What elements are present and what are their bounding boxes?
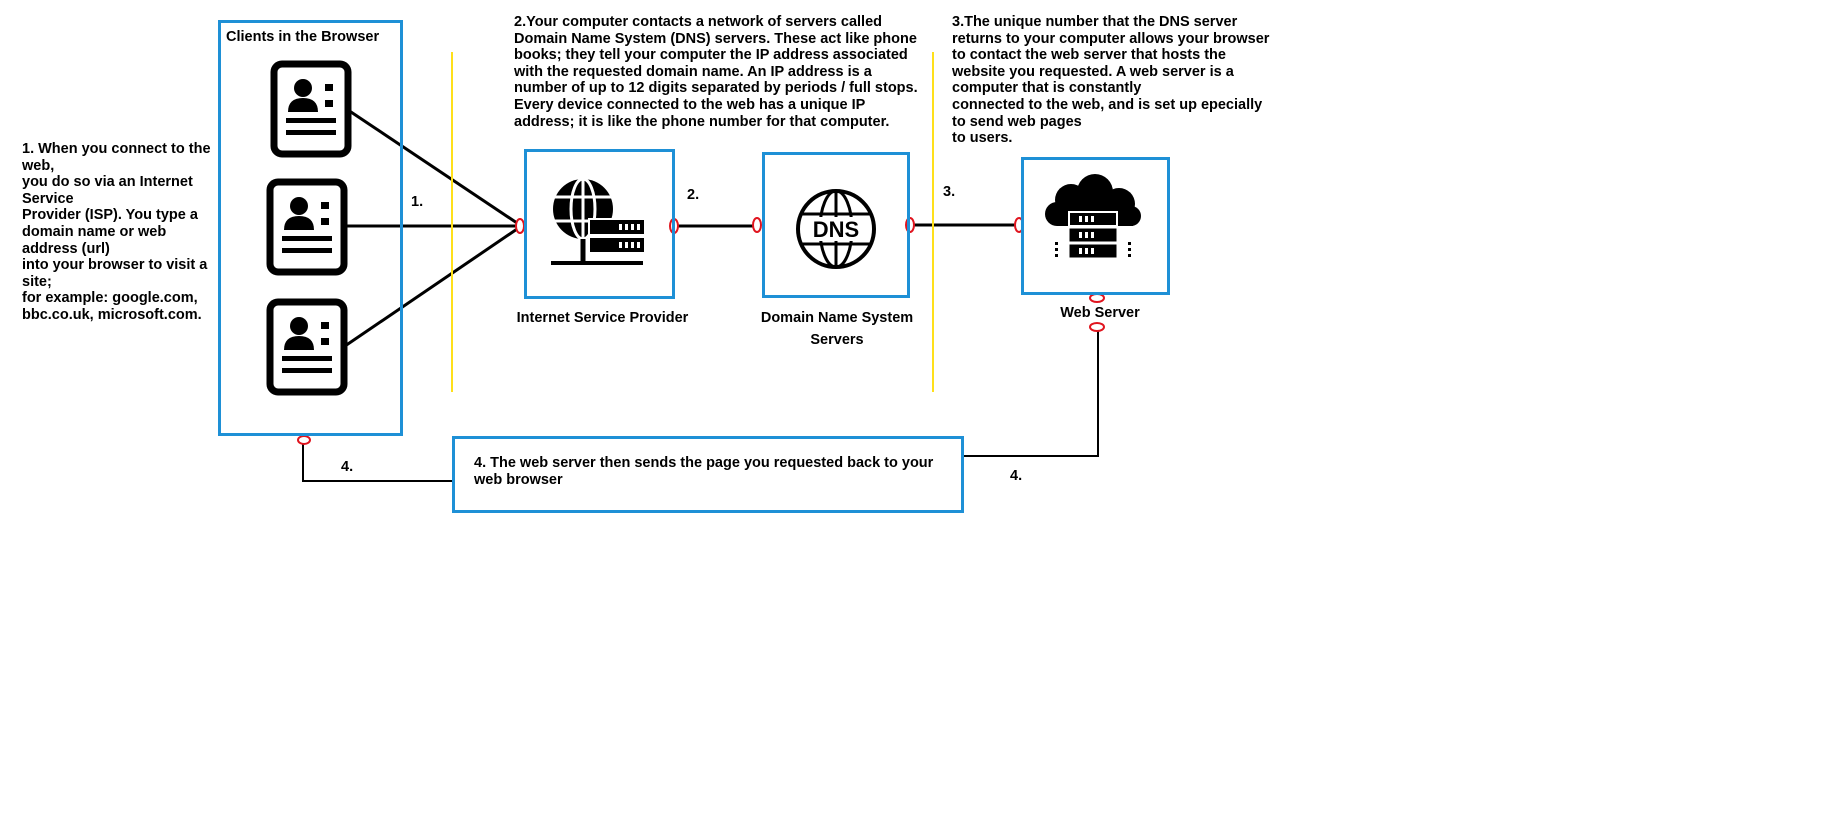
webserver-label: Web Server	[1060, 305, 1140, 321]
line-return-browser	[303, 441, 452, 481]
connector-webserver-top	[1090, 294, 1104, 302]
client-contact-icon-1	[270, 60, 352, 158]
step3-description: 3.The unique number that the DNS server returns to your computer allows your browser to contact the web server that hosts the website you requested. A web server is a computer that is constantly connected to the web, and is set up epecially to send web pages to users.	[952, 14, 1270, 147]
step-marker-3: 3.	[943, 184, 956, 200]
step1-description: 1. When you connect to the web, you do so via an Internet Service Provider (ISP). You type a domain name or web address (url) into your browser to visit a site; for example: google.com, bbc.co.uk, microsoft.com.	[22, 141, 211, 323]
client-contact-icon-3	[266, 298, 348, 396]
globe-server-icon	[547, 175, 647, 270]
clients-title: Clients in the Browser	[226, 29, 380, 45]
connector-dns-left	[753, 218, 761, 232]
isp-label: Internet Service Provider	[516, 310, 689, 326]
connector-isp-left	[516, 219, 524, 233]
client-contact-icon-2	[266, 178, 348, 276]
cloud-server-icon	[1043, 172, 1143, 268]
divider-right	[932, 52, 934, 392]
line-webserver-return	[962, 328, 1098, 456]
dns-label: Domain Name System Servers	[760, 310, 914, 348]
step2-description: 2.Your computer contacts a network of servers called Domain Name System (DNS) servers. These act like phone books; they tell your computer the IP address associated with the requested domain name. An IP address is a number of up to 12 digits separated by periods / full stops. Every device connected to the web has a unique IP address; it is like the phone number for that computer.	[514, 14, 918, 130]
divider-left	[451, 52, 453, 392]
connector-clients-bottom	[298, 436, 310, 444]
step-marker-4-right: 4.	[1010, 468, 1023, 484]
connector-webserver-bottom	[1090, 323, 1104, 331]
step-marker-2: 2.	[687, 187, 700, 203]
step4-description: 4. The web server then sends the page you requested back to your web browser	[474, 455, 934, 488]
dns-icon-text: DNS	[812, 217, 860, 242]
step-marker-4-left: 4.	[341, 459, 354, 475]
dns-globe-icon	[793, 186, 879, 272]
step-marker-1: 1.	[411, 194, 424, 210]
